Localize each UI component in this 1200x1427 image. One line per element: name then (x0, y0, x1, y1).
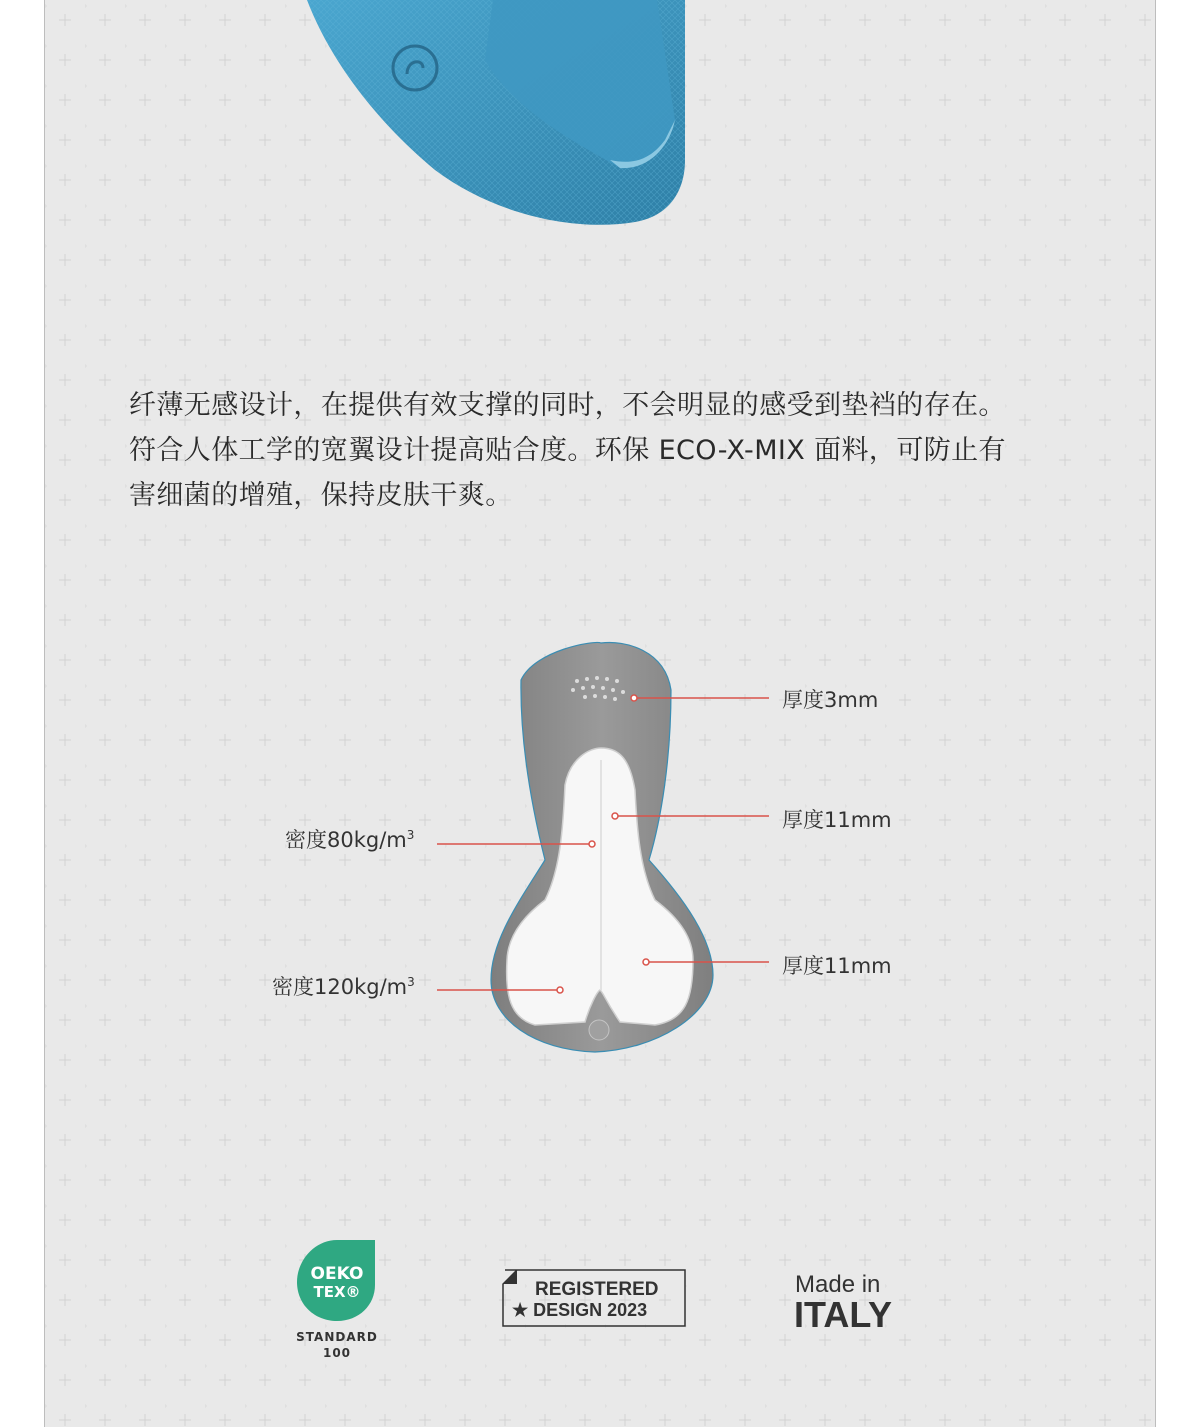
oeko-tex-logo (296, 1240, 378, 1360)
oeko-line-3: STANDARD (296, 1330, 378, 1344)
registered-line-1: REGISTERED (535, 1279, 659, 1300)
callout-text-low-left: 密度120kg/m (272, 975, 408, 999)
callout-text-mid-left: 密度80kg/m (285, 828, 407, 852)
description-line-1: 纤薄无感设计，在提供有效支撑的同时，不会明显的感受到垫裆的存在。 (129, 390, 1006, 421)
oeko-line-1: OEKO (310, 1264, 364, 1284)
italy-line-1: Made in (795, 1271, 881, 1298)
italy-line-2: ITALY (794, 1294, 893, 1335)
callout-text-top-right: 厚度3mm (782, 688, 879, 712)
description-line-3: 害细菌的增殖，保持皮肤干爽。 (129, 480, 513, 511)
certification-badges (45, 0, 1155, 1427)
registered-line-2: ★ DESIGN 2023 (512, 1300, 648, 1320)
content-panel (44, 0, 1156, 1427)
oeko-line-2: TEX® (313, 1283, 361, 1301)
oeko-line-4: 100 (322, 1346, 352, 1360)
callout-text-mid-right: 厚度11mm (782, 808, 892, 832)
callout-text-low-right: 厚度11mm (782, 954, 892, 978)
callout-sup-mid-left: 3 (406, 828, 415, 842)
description-line-2: 符合人体工学的宽翼设计提高贴合度。环保 ECO-X-MIX 面料，可防止有 (129, 435, 1006, 466)
registered-design-logo (503, 1270, 685, 1326)
callout-sup-low-left: 3 (407, 975, 415, 989)
made-in-italy-logo (794, 1271, 892, 1335)
